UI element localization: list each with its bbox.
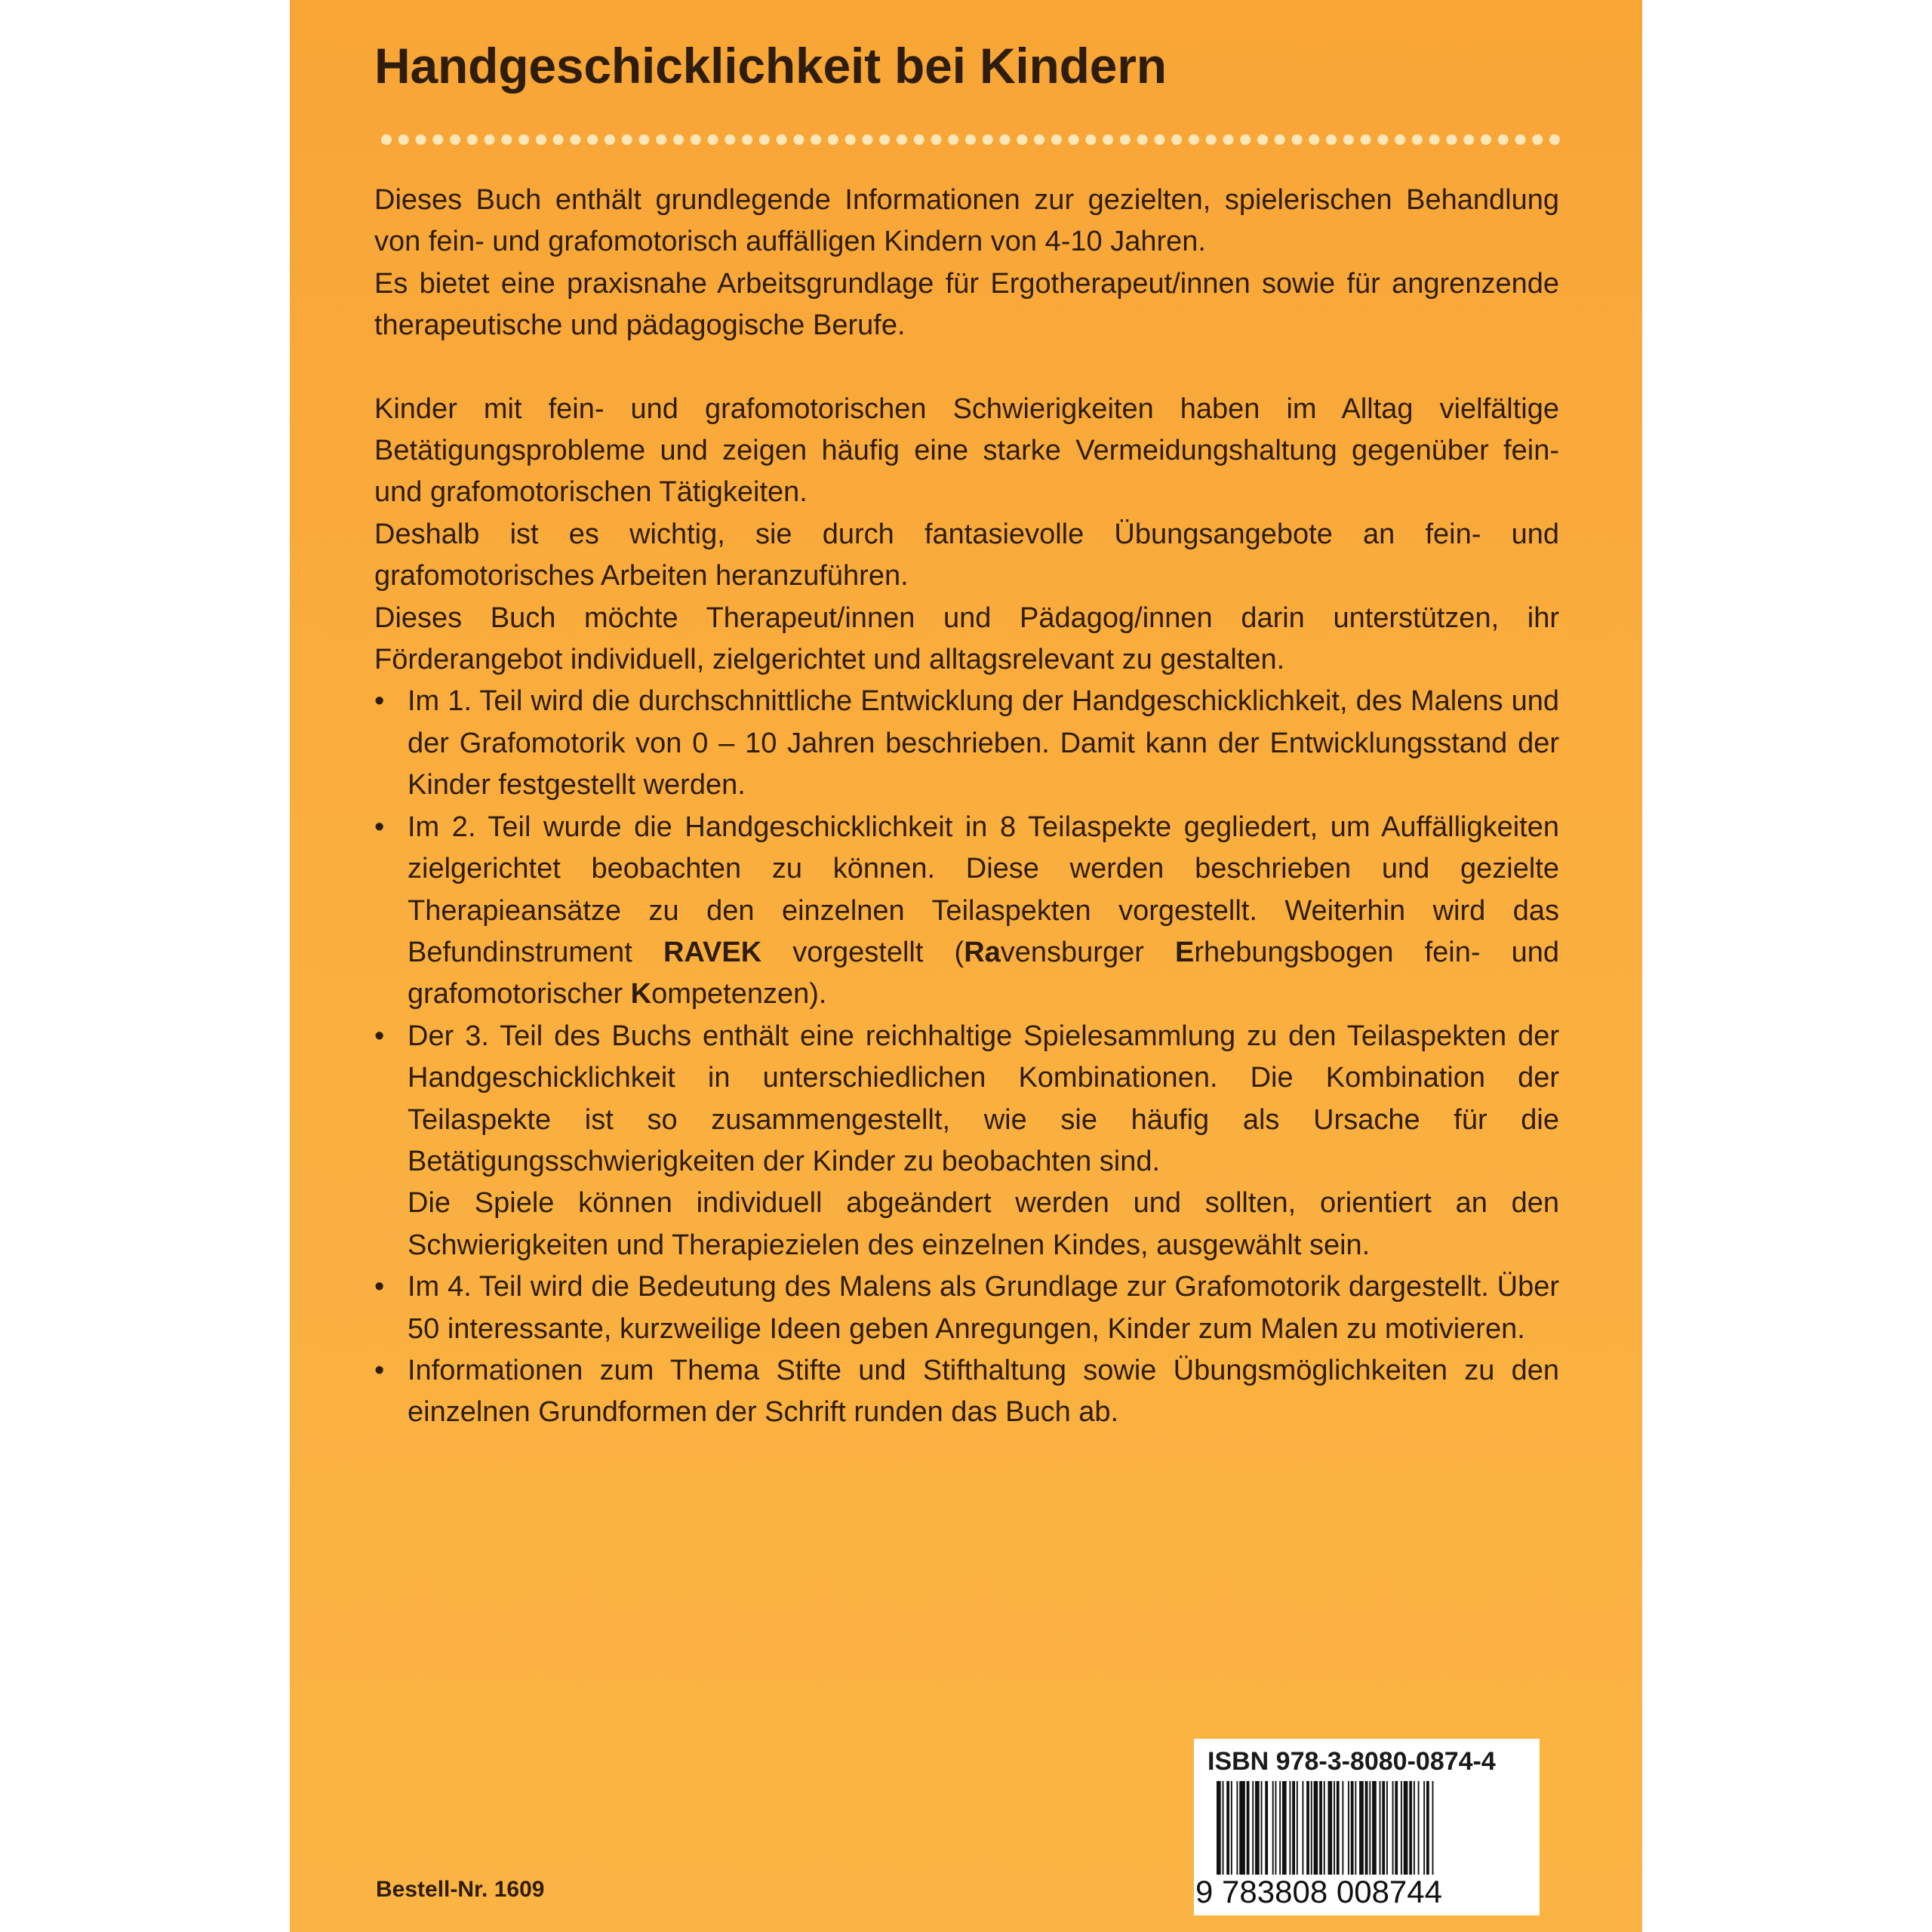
bullet-part-5 (374, 1350, 1559, 1434)
blurb-text (374, 180, 1559, 1434)
bullet-part-4-text: Im 4. Teil wird die Bedeutung des Malens als Grundlage zur Grafomotorik dargestellt. Über 50 interessante, kurzweilige Ideen geben Anregungen, Kinder zum Malen zu motivieren. (408, 1271, 1559, 1345)
isbn-number: ISBN 978-3-8080-0874-4 (1208, 1747, 1496, 1776)
bullet-part-5-text: Informationen zum Thema Stifte und Stifthaltung sowie Übungsmöglichkeiten zu den einzelnen Grundformen der Schrift runden das Buch ab. (408, 1354, 1559, 1429)
book-back-cover (290, 0, 1642, 1932)
bullet-icon: • (374, 1354, 385, 1386)
intro-paragraph-1: Dieses Buch enthält grundlegende Informationen zur gezielten, spielerischen Behandlung von fein- und grafomotorisch auffälligen Kindern von 4-10 Jahren. (374, 184, 1559, 258)
bullet-icon: • (374, 1271, 385, 1303)
bullet-part-4 (374, 1266, 1559, 1350)
ravek-acronym: RAVEK (663, 936, 762, 968)
book-title: Handgeschicklichkeit bei Kindern (374, 38, 1167, 94)
bullet-part-2 (374, 807, 1559, 1016)
intro-paragraph-2: Es bietet eine praxisnahe Arbeitsgrundlage für Ergotherapeut/innen sowie für angrenzende therapeutische und pädagogische Berufe. (374, 267, 1559, 342)
bullet-part-3-extra: Die Spiele können individuell abgeändert werden und sollten, orientiert an den Schwierigkeiten und Therapiezielen des einzelnen Kindes, ausgewählt sein. (408, 1187, 1559, 1261)
bullet-icon: • (374, 685, 385, 718)
bullet-icon: • (374, 1020, 385, 1052)
section2-paragraph-2: Deshalb ist es wichtig, sie durch fantasievolle Übungsangebote an fein- und grafomotorisches Arbeiten heranzuführen. (374, 518, 1559, 592)
section2-paragraph-1: Kinder mit fein- und grafomotorischen Schwierigkeiten haben im Alltag vielfältige Betätigungsprobleme und zeigen häufig eine starke Vermeidungshaltung gegenüber fein- und grafomotorischen Tätigkeiten. (374, 392, 1559, 509)
order-number: Bestell-Nr. 1609 (376, 1877, 545, 1902)
barcode-icon (1217, 1781, 1515, 1875)
bullet-part-1-text: Im 1. Teil wird die durchschnittliche Entwicklung der Handgeschicklichkeit, des Malens und der Grafomotorik von 0 – 10 Jahren beschrieben. Damit kann der Entwicklungsstand der Kinder festgestellt werden. (408, 685, 1559, 801)
isbn-barcode-box (1194, 1739, 1540, 1915)
dotted-divider (380, 132, 1561, 147)
barcode-digits: 9 783808 008744 (1195, 1874, 1442, 1909)
section2-paragraph-3: Dieses Buch möchte Therapeut/innen und Pädagog/innen darin unterstützen, ihr Förderangebot individuell, zielgerichtet und alltagsrelevant zu gestalten. (374, 601, 1559, 676)
bullet-part-3-text: Der 3. Teil des Buchs enthält eine reichhaltige Spielesammlung zu den Teilaspekten der Handgeschicklichkeit in unterschiedlichen Kombinationen. Die Kombination der Teilaspekte ist so zusammengestellt, wie sie häufig als Ursache für die Betätigungsschwierigkeiten der Kinder zu beobachten sind. (408, 1020, 1559, 1177)
bullet-part-2-text: Im 2. Teil wurde die Handgeschicklichkeit in 8 Teilaspekte gegliedert, um Auffälligkeiten zielgerichtet beobachten zu können. Diese werden beschrieben und gezielte Therapieansätze zu den einzelnen Teilaspekten vorgestellt. Weiterhin wird das Befundinstrument RAVEK vorgestellt (Ravensburger Erhebungsbogen fein- und grafomotorischer Kompetenzen). (408, 811, 1559, 1011)
content-bullet-list (374, 681, 1559, 1433)
bullet-icon: • (374, 811, 385, 843)
bullet-part-3 (374, 1016, 1559, 1266)
bullet-part-1 (374, 681, 1559, 806)
